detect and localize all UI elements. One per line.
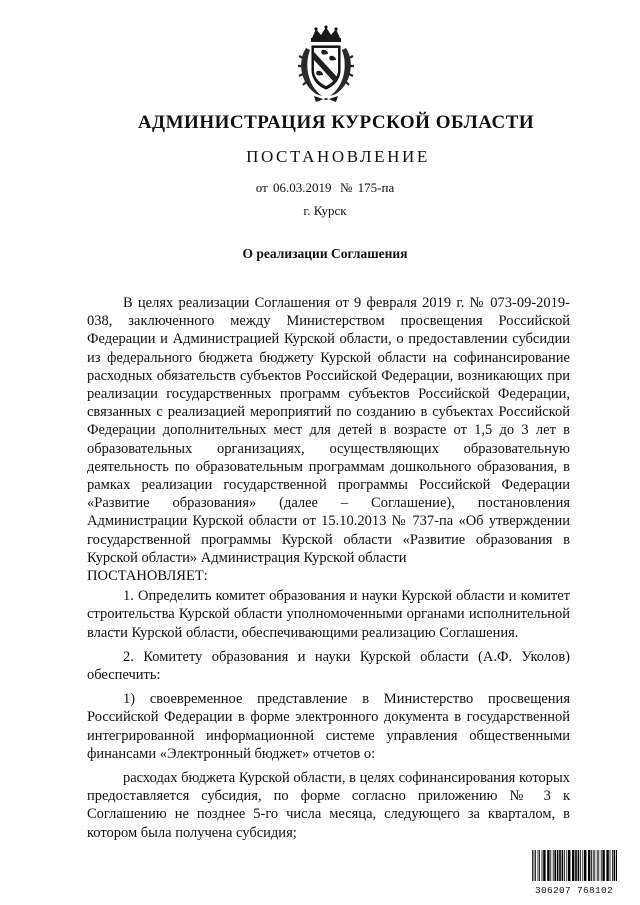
- barcode-bar: [542, 850, 543, 881]
- barcode-bar: [575, 850, 577, 881]
- organization-title: АДМИНИСТРАЦИЯ КУРСКОЙ ОБЛАСТИ: [137, 112, 535, 133]
- barcode-bar: [562, 850, 564, 881]
- item-1-paragraph: 1. Определить комитет образования и науки Курской области и комитет строительства Курской области уполномоченными органами исполнительной власти Курской области, обеспечивающими реализацию Соглашения.: [87, 588, 570, 641]
- barcode-bar: [568, 850, 570, 881]
- barcode-number: 306207 768102: [534, 885, 613, 896]
- date-prefix: от: [255, 180, 268, 195]
- barcode-bar: [538, 850, 539, 881]
- barcode-bar: [612, 850, 613, 881]
- kursk-coat-of-arms-emblem: [296, 24, 356, 104]
- barcode-bar: [553, 850, 554, 881]
- barcode-bars: [531, 850, 617, 881]
- item-2-paragraph: 2. Комитету образования и науки Курской области (А.Ф. Уколов) обеспечить:: [87, 648, 570, 684]
- barcode-bar: [601, 850, 602, 881]
- barcode-bar: [606, 850, 608, 881]
- barcode-bar: [532, 850, 533, 881]
- document-city: г. Курск: [303, 203, 347, 218]
- barcode-bar: [616, 850, 617, 881]
- barcode-bar: [593, 850, 594, 881]
- preamble-paragraph: В целях реализации Соглашения от 9 февраля 2019 г. № 073-09-2019-038, заключенного между Министерством просвещения Российской Федерации и Администрацией Курской области, о предоставлении субсидии из федерального бюджета бюджету Курской области на софинансирование расходных обязательств субъектов Российской Федерации, возникающих при реализации государственных программ субъектов Российской Федерации, связанных с реализацией мероприятий по созданию в субъектах Российской Федерации дополнительных мест для детей в возрасте от 1,5 до 3 лет в образовательных организациях, осуществляющих образовательную деятельность по образовательным программам дошкольного образования, в рамках реализации государственной программы Российской Федерации «Развитие образования» (далее – Соглашение), постановления Администрации Курской области от 15.10.2013 № 737-па «Об утверждении государственной программы Курской области «Развитие образования в Курской области» Администрация Курской области: [87, 295, 570, 566]
- barcode-bar: [559, 850, 561, 881]
- barcode-bar: [535, 850, 536, 881]
- barcode-bar: [594, 850, 595, 881]
- barcode-bar: [566, 850, 567, 881]
- document-barcode: [531, 850, 617, 896]
- document-body: [87, 294, 570, 842]
- barcode-bar: [580, 850, 581, 881]
- resolves-line: ПОСТАНОВЛЯЕТ:: [87, 568, 208, 585]
- barcode-bar: [584, 850, 586, 881]
- item-2-1a-paragraph: расходах бюджета Курской области, в целях софинансирования которых предоставляется субсидия, по форме согласно приложению № 3 к Соглашению не позднее 5-го числа месяца, следующего за кварталом, в котором была получена субсидия;: [87, 770, 570, 841]
- barcode-bar: [598, 850, 599, 881]
- document-type: ПОСТАНОВЛЕНИЕ: [246, 147, 430, 166]
- document-date-number: [0, 180, 640, 196]
- barcode-bar: [610, 850, 611, 881]
- barcode-bar: [554, 850, 556, 881]
- barcode-bar: [557, 850, 559, 881]
- barcode-bar: [543, 850, 545, 881]
- item-2-1-paragraph: 1) своевременное представление в Министерство просвещения Российской Федерации в форме электронного документа в государственной интегрированной информационной системе управления общественными финансами «Электронный бюджет» отчетов о:: [87, 691, 570, 762]
- barcode-bar: [564, 850, 565, 881]
- barcode-bar: [597, 850, 598, 881]
- barcode-bar: [582, 850, 583, 881]
- barcode-bar: [588, 850, 590, 881]
- document-number: 175-па: [357, 180, 395, 195]
- barcode-bar: [550, 850, 551, 881]
- barcode-bar: [534, 850, 535, 881]
- barcode-bar: [578, 850, 580, 881]
- barcode-bar: [539, 850, 540, 881]
- barcode-bar: [572, 850, 574, 881]
- barcode-bar: [614, 850, 616, 881]
- barcode-bar: [602, 850, 604, 881]
- number-sign: №: [340, 180, 353, 195]
- barcode-bar: [591, 850, 592, 881]
- barcode-bar: [547, 850, 549, 881]
- document-subject: О реализации Соглашения: [242, 246, 408, 261]
- document-date: 06.03.2019: [273, 180, 332, 195]
